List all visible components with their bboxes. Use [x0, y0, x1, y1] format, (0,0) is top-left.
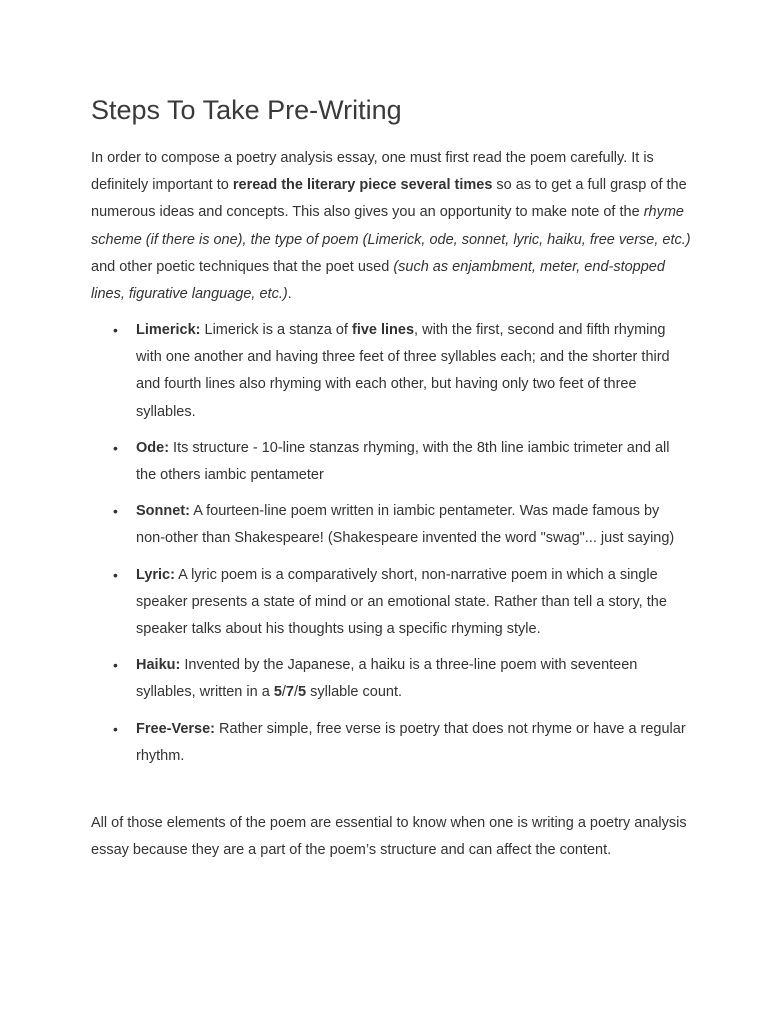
intro-italic-text: rhyme scheme (if there is one), the type of poem (Limerick, ode, sonnet, lyric, haiku, free verse, etc.)	[91, 204, 691, 248]
bullet-icon: •	[113, 720, 118, 737]
intro-text: and other poetic techniques that the poet used	[91, 258, 394, 275]
term-label: Sonnet:	[136, 503, 190, 520]
intro-text: .	[287, 286, 292, 303]
list-item-free-verse	[91, 716, 691, 770]
term-label: Haiku:	[136, 657, 181, 674]
item-bold-text: five lines	[351, 322, 415, 338]
list-item-ode	[91, 435, 691, 489]
list-item-lyric	[91, 562, 691, 644]
syllable-count: 5	[298, 684, 307, 701]
item-text: A fourteen-line poem written in iambic pentameter. Was made famous by non-other than Shakespeare! (Shakespeare invented the word "swag"... just saying)	[136, 503, 675, 547]
list-item-limerick	[91, 317, 691, 426]
term-label: Free-Verse:	[136, 720, 215, 737]
term-label: Lyric:	[136, 566, 175, 583]
slash-separator: /	[294, 684, 299, 701]
item-text: A lyric poem is a comparatively short, non-narrative poem in which a single speaker presents a state of mind or an emotional state. Rather than tell a story, the speaker talks about his thoughts using a specific rhyming style.	[136, 566, 667, 638]
list-item-haiku	[91, 652, 691, 706]
slash-separator: /	[281, 684, 286, 701]
poem-types-list	[91, 317, 691, 779]
intro-text: so as to get a full grasp of the numerous ideas and concepts. This also gives you an opportunity to make note of the	[91, 177, 687, 221]
intro-paragraph	[91, 145, 691, 308]
intro-italic-text: (such as enjambment, meter, end-stopped lines, figurative language, etc.)	[91, 258, 665, 303]
closing-paragraph: All of those elements of the poem are essential to know when one is writing a poetry analysis essay because they are a part of the poem’s structure and can affect the content.	[91, 815, 687, 859]
page-title: Steps To Take Pre-Writing	[91, 95, 402, 125]
item-text: , with the first, second and fifth rhyming with one another and having three feet of three syllables each; and the shorter third and fourth lines also rhyming with each other, but having only two feet of three syllables.	[136, 322, 670, 420]
item-text: Limerick is a stanza of	[200, 322, 352, 338]
term-label: Ode:	[136, 439, 170, 456]
item-text: Its structure - 10-line stanzas rhyming, with the 8th line iambic trimeter and all the others iambic pentameter	[136, 439, 670, 484]
intro-bold-text: reread the literary piece several times	[232, 177, 493, 194]
bullet-icon: •	[113, 503, 118, 520]
syllable-count: 5	[273, 684, 282, 701]
bullet-icon: •	[113, 657, 118, 674]
list-item-sonnet	[91, 498, 691, 552]
bullet-icon: •	[113, 439, 118, 456]
bullet-icon: •	[113, 322, 118, 338]
bullet-icon: •	[113, 566, 118, 583]
item-text: Invented by the Japanese, a haiku is a three-line poem with seventeen syllables, written in a	[136, 657, 638, 701]
item-text: syllable count.	[306, 684, 403, 701]
syllable-count: 7	[285, 684, 294, 701]
term-label: Limerick:	[136, 322, 201, 338]
intro-text: In order to compose a poetry analysis essay, one must first read the poem carefully. It is definitely important to	[91, 150, 654, 194]
item-text: Rather simple, free verse is poetry that does not rhyme or have a regular rhythm.	[136, 720, 686, 764]
